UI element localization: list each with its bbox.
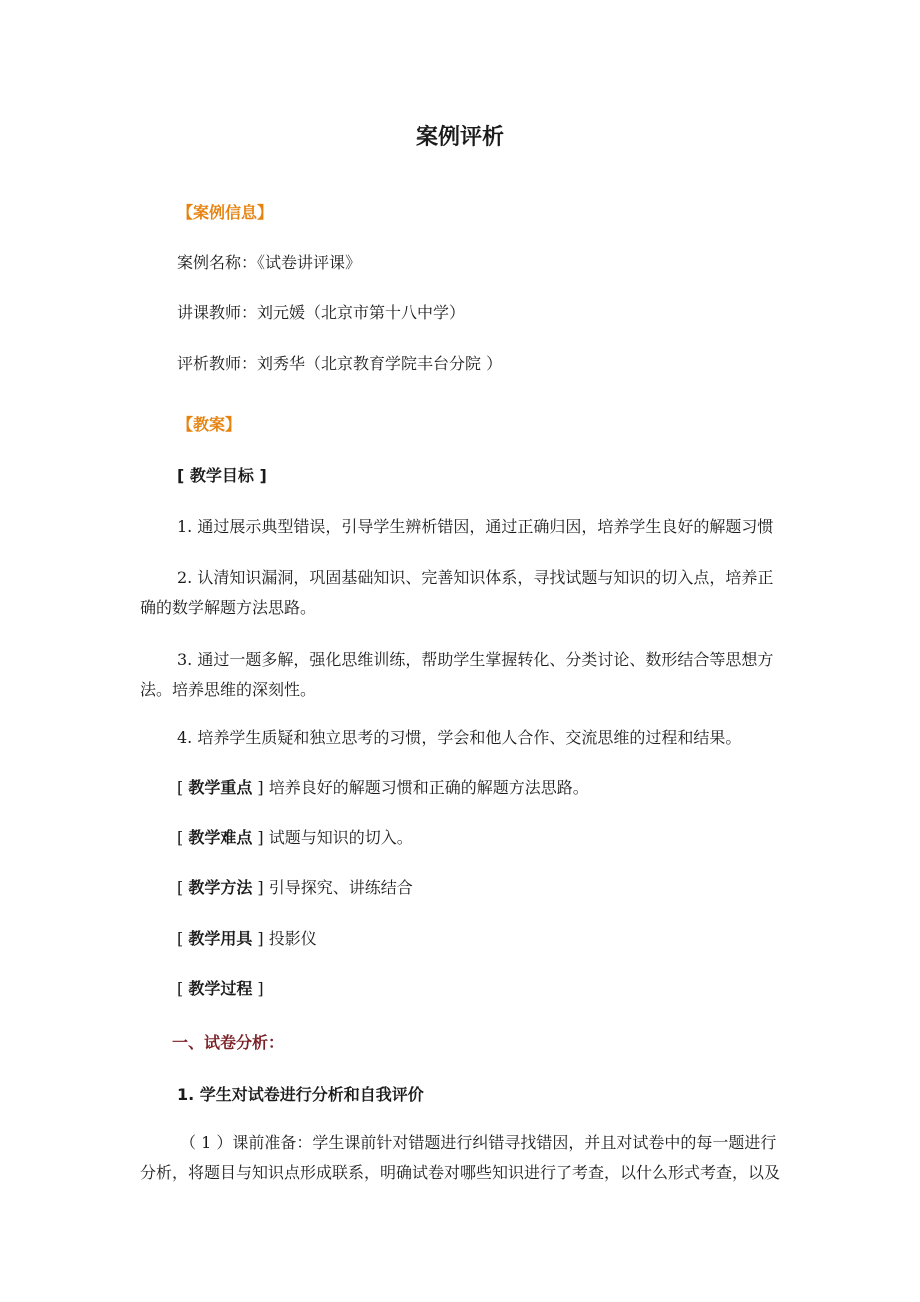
- paragraph-prep: （ 1 ）课前准备：学生课前针对错题进行纠错寻找错因，并且对试卷中的每一题进行分析，将题目与知识点形成联系，明确试卷对哪些知识进行了考查，以什么形式考查，以及: [140, 1133, 781, 1182]
- method-text: 引导探究、讲练结合: [268, 878, 413, 897]
- process: [177, 979, 264, 999]
- process-label: 教学过程: [188, 979, 253, 998]
- method-open: [: [177, 878, 189, 897]
- difficulty-close: ]: [252, 828, 269, 847]
- process-open: [: [177, 979, 189, 998]
- page-title: 案例评析: [415, 125, 504, 150]
- objectives-label: [ 教学目标 ]: [177, 466, 267, 485]
- key-point-text: 培养良好的解题习惯和正确的解题方法思路。: [268, 778, 589, 797]
- difficulty-label: 教学难点: [188, 828, 253, 847]
- tools: [177, 929, 317, 949]
- case-name: 案例名称：《试卷讲评课》: [177, 253, 362, 272]
- lesson-plan-heading: 【教案】: [177, 415, 242, 434]
- tools-text: 投影仪: [268, 929, 317, 948]
- case-info-heading: 【案例信息】: [177, 203, 274, 222]
- subsection-heading: 1. 学生对试卷进行分析和自我评价: [177, 1085, 424, 1104]
- process-close: ]: [252, 979, 264, 998]
- method: [177, 878, 413, 898]
- difficulty: [177, 828, 413, 848]
- difficulty-open: [: [177, 828, 189, 847]
- method-close: ]: [252, 878, 269, 897]
- objective-1: 1. 通过展示典型错误，引导学生辨析错因，通过正确归因，培养学生良好的解题习惯: [177, 517, 774, 536]
- objective-3: 3. 通过一题多解，强化思维训练，帮助学生掌握转化、分类讨论、数形结合等思想方法。培养思维的深刻性。: [140, 650, 774, 699]
- tools-label: 教学用具: [188, 929, 253, 948]
- objective-2: 2. 认清知识漏洞，巩固基础知识、完善知识体系，寻找试题与知识的切入点，培养正确的数学解题方法思路。: [140, 568, 774, 617]
- key-point: [177, 778, 589, 798]
- key-point-open: [: [177, 778, 189, 797]
- method-label: 教学方法: [188, 878, 253, 897]
- difficulty-text: 试题与知识的切入。: [268, 828, 413, 847]
- key-point-close: ]: [252, 778, 269, 797]
- lecturer: 讲课教师：刘元媛（北京市第十八中学）: [177, 303, 466, 322]
- objective-4: 4. 培养学生质疑和独立思考的习惯，学会和他人合作、交流思维的过程和结果。: [177, 728, 742, 747]
- section-heading: 一、试卷分析：: [172, 1033, 285, 1052]
- tools-close: ]: [252, 929, 269, 948]
- key-point-label: 教学重点: [188, 778, 253, 797]
- tools-open: [: [177, 929, 189, 948]
- reviewer: 评析教师：刘秀华（北京教育学院丰台分院 ）: [177, 354, 503, 373]
